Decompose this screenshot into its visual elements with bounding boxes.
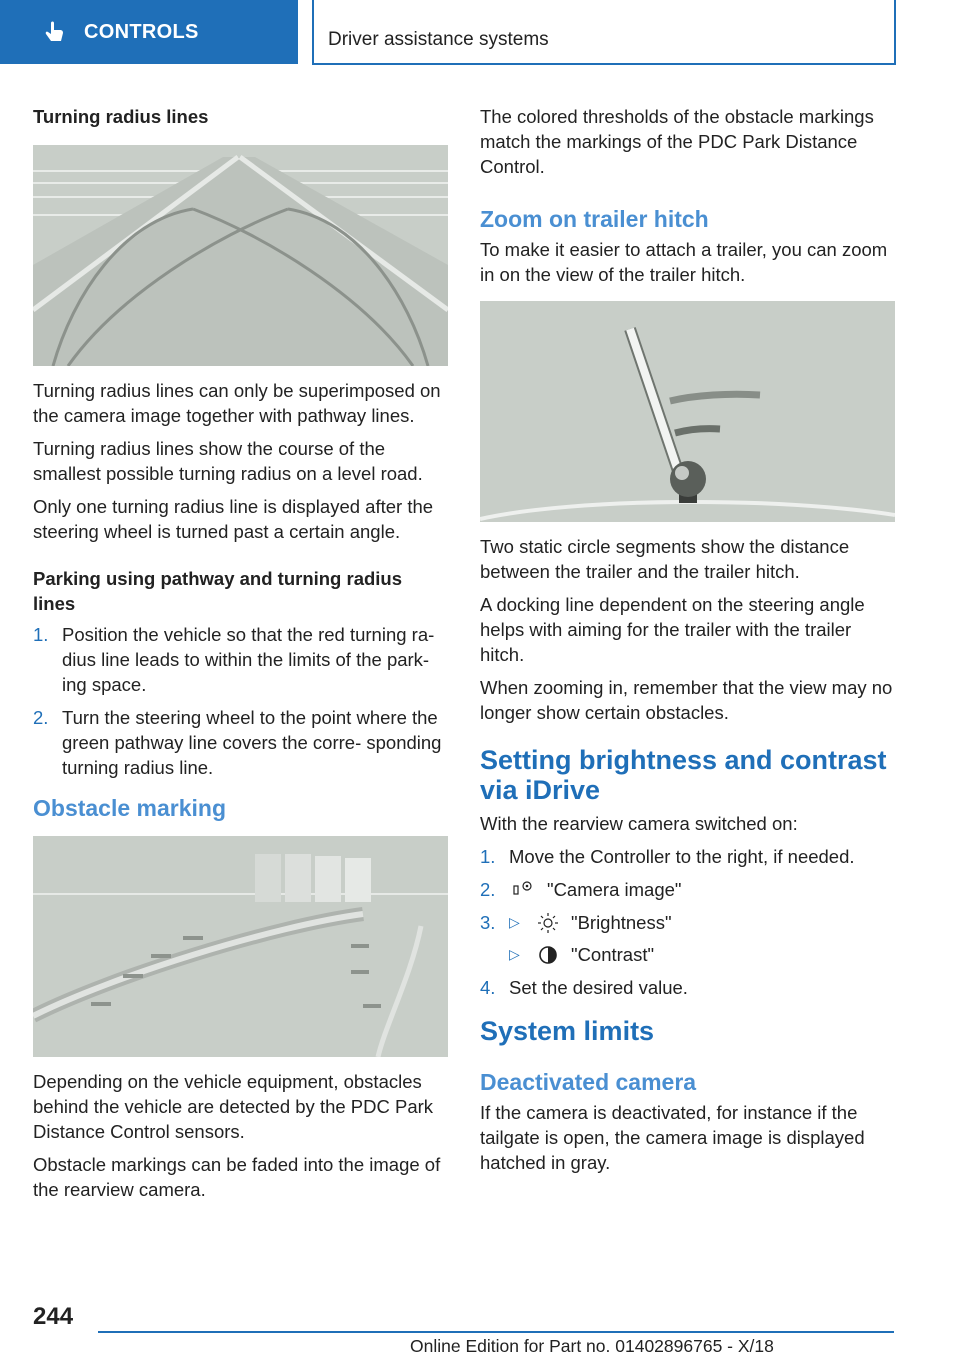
list-item xyxy=(33,705,449,780)
list-item xyxy=(480,975,896,1000)
chapter-header xyxy=(312,0,896,65)
step-number: 2. xyxy=(33,707,49,728)
paragraph: To make it easier to attach a trailer, you can zoom in on the view of the trailer hitch. xyxy=(480,239,888,285)
heading-deactivated-camera: Deactivated camera xyxy=(480,1069,697,1095)
right-column xyxy=(480,104,896,1183)
list-item xyxy=(480,910,896,967)
list-item xyxy=(480,844,896,869)
footer-edition: Online Edition for Part no. 01402896765 - X/18 xyxy=(410,1336,774,1356)
paragraph: If the camera is deactivated, for instance if the tailgate is open, the camera image is displayed hatched in gray. xyxy=(480,1102,865,1173)
hand-touch-icon xyxy=(42,19,68,45)
heading-obstacle-marking: Obstacle marking xyxy=(33,795,227,821)
step-number: 4. xyxy=(480,977,496,998)
heading-brightness-contrast: Setting brightness and contrast via iDrive xyxy=(480,745,887,805)
left-column xyxy=(33,104,449,1210)
footer-divider xyxy=(98,1331,894,1333)
step-text: Set the desired value. xyxy=(509,977,688,998)
camera-settings-icon xyxy=(513,877,535,899)
paragraph: The colored thresholds of the obstacle markings match the markings of the PDC Park Distance Control. xyxy=(480,106,874,177)
section-title: CONTROLS xyxy=(84,20,199,43)
list-item xyxy=(480,877,896,902)
contrast-icon xyxy=(537,944,559,966)
paragraph: With the rearview camera switched on: xyxy=(480,813,798,834)
paragraph: Turning radius lines can only be superimposed on the camera image together with pathway lines. xyxy=(33,380,441,426)
list-item xyxy=(33,622,449,697)
step-number: 1. xyxy=(33,624,49,645)
step-sub-text: "Contrast" xyxy=(571,944,655,965)
step-number: 1. xyxy=(480,846,496,867)
heading-parking: Parking using pathway and turning radius lines xyxy=(33,568,403,614)
step-text: Turn the steering wheel to the point where the green pathway line covers the corre- sponding turning radius line. xyxy=(62,707,442,778)
chapter-title: Driver assistance systems xyxy=(328,29,549,50)
brightness-sun-icon xyxy=(537,912,559,934)
heading-system-limits: System limits xyxy=(480,1016,655,1046)
turning-radius-figure xyxy=(33,145,448,366)
paragraph: Depending on the vehicle equipment, obstacles behind the vehicle are detected by the PDC Park Distance Control sensors. xyxy=(33,1071,434,1142)
heading-zoom-trailer-hitch: Zoom on trailer hitch xyxy=(480,206,709,232)
trailer-hitch-figure xyxy=(480,301,895,522)
step-text: Move the Controller to the right, if needed. xyxy=(509,846,855,867)
triangle-bullet-icon: ▷ xyxy=(509,946,520,962)
step-number: 2. xyxy=(480,879,496,900)
page-number: 244 xyxy=(33,1303,74,1330)
parking-steps xyxy=(33,622,449,780)
paragraph: When zooming in, remember that the view may no longer show certain obstacles. xyxy=(480,677,893,723)
triangle-bullet-icon: ▷ xyxy=(509,914,520,930)
paragraph: Obstacle markings can be faded into the image of the rearview camera. xyxy=(33,1154,441,1200)
step-text: "Brightness" xyxy=(571,912,672,933)
obstacle-marking-figure xyxy=(33,836,448,1057)
brightness-steps xyxy=(480,844,896,1000)
step-text: "Camera image" xyxy=(547,879,682,900)
paragraph: A docking line dependent on the steering angle helps with aiming for the trailer with the trailer hitch. xyxy=(480,594,865,665)
step-text: Position the vehicle so that the red turning ra- dius line leads to within the limits of the park- ing space. xyxy=(62,624,435,695)
section-tab xyxy=(0,0,298,64)
paragraph: Only one turning radius line is displayed after the steering wheel is turned past a certain angle. xyxy=(33,496,434,542)
paragraph: Turning radius lines show the course of the smallest possible turning radius on a level road. xyxy=(33,438,423,484)
paragraph: Two static circle segments show the distance between the trailer and the trailer hitch. xyxy=(480,536,850,582)
heading-turning-radius: Turning radius lines xyxy=(33,106,209,127)
step-number: 3. xyxy=(480,912,496,933)
